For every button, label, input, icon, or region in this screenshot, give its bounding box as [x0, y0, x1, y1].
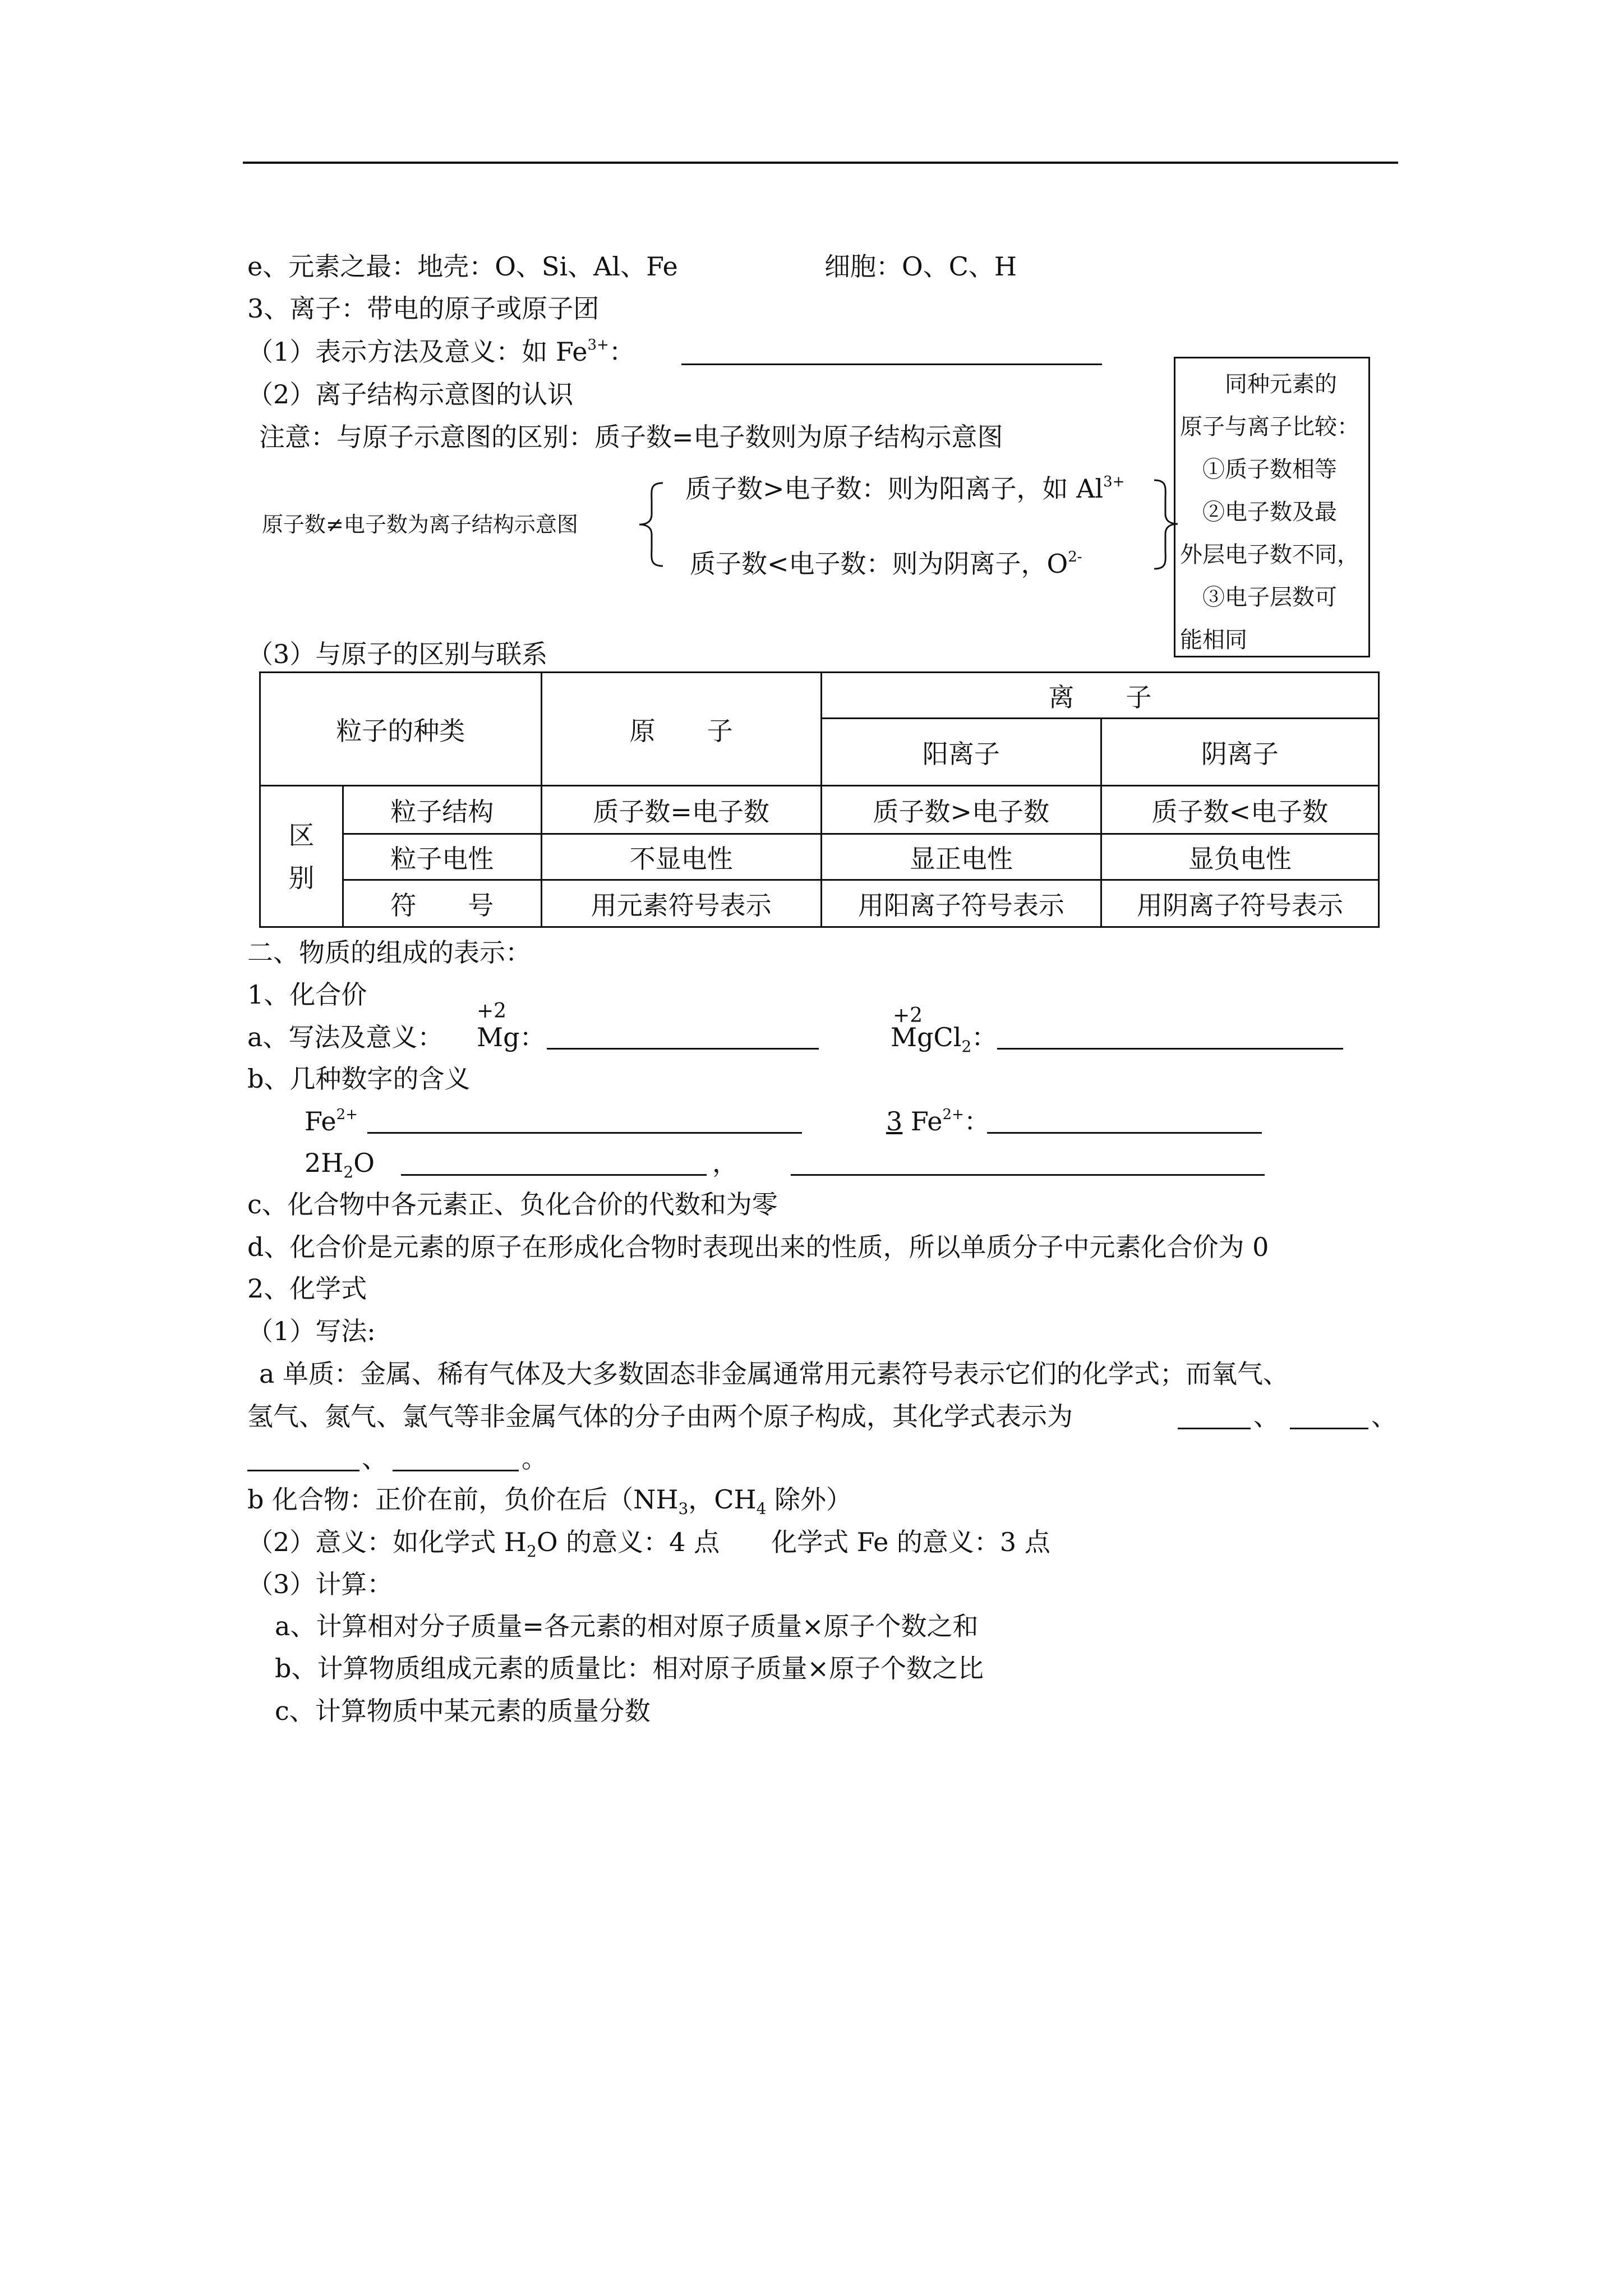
ion-diagram-label: 原子数≠电子数为离子结构示意图	[262, 512, 578, 537]
water-formula: $2H_2O$	[305, 1148, 375, 1181]
cell-anion: 显负电性	[1101, 834, 1378, 880]
row-label: 粒子电性	[343, 834, 541, 880]
formula-a-line1: a 单质：金属、稀有气体及大多数固态非金属通常用元素符号表示它们的化学式；而氧气、	[259, 1359, 1289, 1389]
formula-a-line2: 氢气、氮气、氯气等非金属气体的分子由两个原子构成，其化学式表示为	[247, 1401, 1073, 1432]
part2-title: 二、物质的组成的表示：	[247, 937, 531, 968]
cell-anion: 质子数<电子数	[1101, 786, 1378, 834]
cell-atom: 不显电性	[541, 834, 821, 880]
valence-title: 1、化合价	[247, 979, 367, 1010]
section-ion-title: 3、离子：带电的原子或原子团	[247, 293, 600, 324]
mg-symbol: Mg：	[477, 1022, 546, 1052]
row-label: 粒子结构	[343, 786, 541, 834]
separator: 、	[1371, 1401, 1397, 1432]
cell-cation: 显正电性	[821, 834, 1101, 880]
formula-meaning-line: （2）意义：如化学式 $H_2O$ 的意义：4 点 化学式 Fe 的意义：3 点	[247, 1527, 1050, 1561]
table-row	[260, 834, 1379, 880]
cell-atom: 用元素符号表示	[541, 880, 821, 927]
calc-b: b、计算物质组成元素的质量比：相对原子质量×原子个数之比	[275, 1653, 984, 1683]
mgcl2-valence: +2	[893, 1004, 923, 1027]
blank-oxygen-formula[interactable]	[1178, 1428, 1251, 1429]
blank-fe3-meaning[interactable]	[681, 364, 1102, 365]
line-valence-sum: c、化合物中各元素正、负化合价的代数和为零	[247, 1189, 778, 1220]
mg-valence: +2	[477, 1000, 507, 1023]
calc-title: （3）计算：	[247, 1569, 393, 1599]
blank-three-fe2-meaning[interactable]	[987, 1132, 1262, 1134]
formula-title: 2、化学式	[247, 1273, 367, 1304]
blank-mgcl2-meaning[interactable]	[997, 1048, 1343, 1050]
calc-c: c、计算物质中某元素的质量分数	[275, 1696, 651, 1726]
group-label-difference: 区别	[260, 786, 343, 927]
sidebox-line: 同种元素的	[1225, 371, 1337, 397]
valence-a-label: a、写法及意义：	[247, 1022, 444, 1052]
cell-atom: 质子数=电子数	[541, 786, 821, 834]
line-element-cell: 细胞：O、C、H	[824, 251, 1017, 282]
blank-nitrogen-formula[interactable]	[247, 1470, 359, 1471]
particle-comparison-table	[259, 671, 1380, 928]
comma: ，	[712, 1148, 738, 1178]
mgcl2-formula: MgCl$_2$：	[891, 1022, 998, 1056]
ion-structure-title: （2）离子结构示意图的认识	[247, 379, 574, 409]
header-rule	[243, 162, 1398, 164]
fe2-ion: $Fe^{2+}$	[305, 1106, 358, 1137]
relation-title: （3）与原子的区别与联系	[247, 639, 548, 669]
row-label: 符 号	[343, 880, 541, 927]
sidebox-line: 能相同	[1180, 627, 1247, 653]
left-brace-icon	[634, 480, 667, 569]
header-particle-type: 粒子的种类	[260, 673, 542, 786]
comparison-sidebox	[1174, 357, 1370, 657]
three-fe2-ion: 3 $Fe^{2+}$：	[886, 1106, 990, 1137]
numbers-title: b、几种数字的含义	[247, 1064, 471, 1094]
header-anion: 阴离子	[1101, 719, 1378, 786]
sidebox-line: ②电子数及最	[1202, 499, 1337, 525]
formula-write-title: （1）写法:	[247, 1316, 376, 1346]
line-valence-definition: d、化合价是元素的原子在形成化合物时表现出来的性质，所以单质分子中元素化合价为 0	[247, 1232, 1269, 1262]
table-row	[260, 786, 1379, 834]
separator: 、	[362, 1443, 388, 1474]
header-cation: 阳离子	[821, 719, 1101, 786]
cell-cation: 质子数>电子数	[821, 786, 1101, 834]
period: 。	[522, 1443, 547, 1474]
sidebox-line: 原子与离子比较：	[1180, 414, 1359, 440]
blank-hydrogen-formula[interactable]	[1290, 1428, 1368, 1429]
header-atom: 原 子	[541, 673, 821, 786]
blank-chlorine-formula[interactable]	[393, 1470, 519, 1471]
cation-rule: 质子数>电子数：则为阳离子，如 $Al^{3+}$	[685, 473, 1125, 504]
sidebox-line: ③电子层数可	[1202, 585, 1337, 610]
ion-notation-line: （1）表示方法及意义：如 $Fe^{3+}$：	[247, 337, 635, 367]
blank-mg-meaning[interactable]	[547, 1048, 819, 1050]
line-element-extremes: e、元素之最：地壳：O、Si、Al、Fe	[247, 251, 678, 282]
cell-anion: 用阴离子符号表示	[1101, 880, 1378, 927]
calc-a: a、计算相对分子质量=各元素的相对原子质量×原子个数之和	[275, 1611, 979, 1641]
sidebox-line: ①质子数相等	[1202, 457, 1337, 482]
note-line: 注意：与原子示意图的区别：质子数=电子数则为原子结构示意图	[259, 422, 1003, 452]
blank-fe2-meaning[interactable]	[367, 1132, 802, 1134]
separator: 、	[1253, 1401, 1279, 1432]
table-row	[260, 880, 1379, 927]
blank-water-meaning-2[interactable]	[791, 1174, 1265, 1176]
formula-b-line: b 化合物：正价在前，负价在后（$NH_3$，$CH_4$ 除外）	[247, 1484, 852, 1518]
blank-water-meaning-1[interactable]	[401, 1174, 707, 1176]
sidebox-line: 外层电子数不同，	[1180, 542, 1359, 568]
anion-rule: 质子数<电子数：则为阴离子，$O^{2-}$	[690, 549, 1082, 579]
header-ion: 离 子	[821, 673, 1378, 719]
cell-cation: 用阳离子符号表示	[821, 880, 1101, 927]
